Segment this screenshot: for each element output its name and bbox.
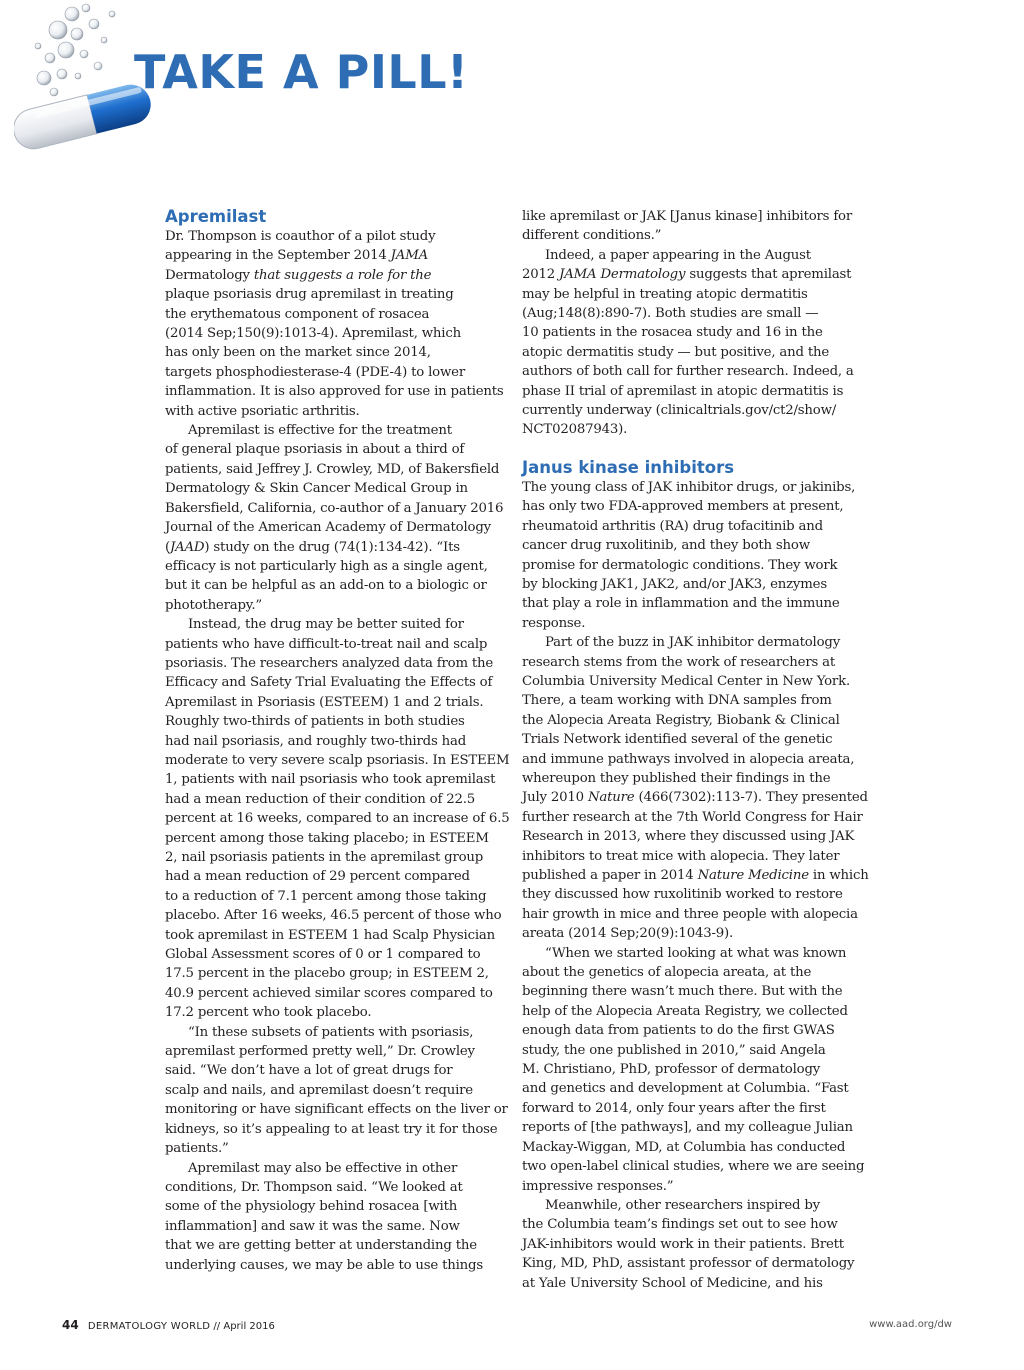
text-line (522, 265, 867, 284)
text-line (522, 1215, 867, 1234)
text-segment: ) study on the drug (74(1):134-42). “Its (204, 539, 460, 555)
text-segment: placebo. After 16 weeks, 46.5 percent of those who (165, 908, 502, 924)
text-segment: 17.2 percent who took placebo. (165, 1005, 372, 1021)
text-line (522, 866, 867, 885)
text-line (522, 769, 867, 788)
text-segment: patients, said Jeffrey J. Crowley, MD, of Bakersfield (165, 461, 500, 477)
text-line (165, 1139, 510, 1158)
text-line (522, 905, 867, 924)
text-segment: in which (808, 868, 869, 883)
text-segment: Dermatology (165, 267, 250, 283)
text-line (522, 1177, 867, 1196)
text-segment: took apremilast in ESTEEM 1 had Scalp Physician (165, 927, 496, 943)
text-segment: areata (2014 Sep;20(9):1043-9). (522, 926, 734, 942)
text-line (165, 809, 510, 828)
text-segment: atopic dermatitis study — but positive, and the (522, 344, 830, 360)
text-segment: had nail psoriasis, and roughly two-thirds had (165, 733, 467, 749)
text-line (165, 984, 510, 1003)
text-line (165, 926, 510, 945)
text-line (522, 750, 867, 769)
text-segment: monitoring or have significant effects on the liver or (165, 1102, 508, 1118)
text-line (522, 343, 867, 362)
text-segment: Apremilast in Psoriasis (ESTEEM) 1 and 2 trials. (165, 694, 484, 710)
text-segment: enough data from patients to do the first GWAS (522, 1023, 835, 1039)
text-line (522, 847, 867, 866)
text-line (165, 654, 510, 673)
text-line (165, 848, 510, 867)
text-line (165, 1159, 510, 1178)
text-line (522, 304, 867, 323)
text-line (522, 730, 867, 749)
text-segment: conditions, Dr. Thompson said. “We looked at (165, 1179, 463, 1195)
text-line (165, 285, 510, 304)
text-segment: patients who have difficult-to-treat nail and scalp (165, 636, 488, 652)
text-segment: 1, patients with nail psoriasis who took apremilast (165, 772, 496, 788)
text-line (165, 693, 510, 712)
text-segment: may be helpful in treating atopic dermatitis (522, 286, 808, 302)
text-line (165, 227, 510, 246)
text-segment: underlying causes, we may be able to use things (165, 1257, 483, 1273)
text-segment: The young class of JAK inhibitor drugs, or jakinibs, (522, 479, 856, 495)
text-line (165, 518, 510, 537)
text-line (165, 460, 510, 479)
text-segment: rheumatoid arthritis (RA) drug tofacitinib and (522, 518, 823, 534)
text-segment: reports of [the pathways], and my colleague Julian (522, 1120, 853, 1136)
text-line (165, 596, 510, 615)
text-line (165, 440, 510, 459)
text-segment: study, the one published in 2010,” said Angela (522, 1042, 826, 1058)
text-segment: with active psoriatic arthritis. (165, 403, 360, 419)
text-line (165, 1081, 510, 1100)
text-segment: and immune pathways involved in alopecia areata, (522, 751, 855, 767)
text-line (165, 499, 510, 518)
text-segment: psoriasis. The researchers analyzed data from the (165, 655, 494, 671)
text-line (522, 1235, 867, 1254)
text-segment: JAK-inhibitors would work in their patients. Brett (522, 1236, 844, 1252)
text-line (522, 362, 867, 381)
text-segment: different conditions.” (522, 228, 662, 244)
publication-name: DERMATOLOGY WORLD (87, 1321, 211, 1332)
section-heading-apremilast: Apremilast (165, 207, 267, 226)
text-line (522, 1138, 867, 1157)
text-line (165, 673, 510, 692)
text-segment: forward to 2014, only four years after the first (522, 1100, 826, 1116)
text-segment: had a mean reduction of their condition of 22.5 (165, 791, 476, 807)
text-line (165, 343, 510, 362)
text-segment: targets phosphodiesterase-4 (PDE-4) to lower (165, 364, 465, 380)
text-segment: at Yale University School of Medicine, and his (522, 1275, 823, 1291)
text-segment: currently underway (clinicaltrials.gov/ct2/show/ (522, 403, 837, 419)
text-segment: Global Assessment scores of 0 or 1 compared to (165, 947, 481, 963)
text-segment: (2014 Sep;150(9):1013-4). Apremilast, which (165, 326, 461, 342)
text-line (522, 788, 867, 807)
text-segment: some of the physiology behind rosacea [with (165, 1199, 458, 1215)
text-line (522, 1079, 867, 1098)
italic-text: Nature (587, 790, 635, 806)
text-line (165, 635, 510, 654)
text-segment: and genetics and development at Columbia. “Fast (522, 1081, 849, 1097)
text-segment: to a reduction of 7.1 percent among those taking (165, 888, 487, 904)
italic-text: that suggests a role for the (249, 267, 432, 283)
text-line (165, 1178, 510, 1197)
text-segment: cancer drug ruxolitinib, and they both show (522, 538, 810, 554)
text-segment: impressive responses.” (522, 1178, 674, 1194)
text-segment: phototherapy.” (165, 597, 262, 613)
text-segment: that we are getting better at understanding the (165, 1238, 477, 1254)
text-line (522, 594, 867, 613)
text-line (522, 1099, 867, 1118)
text-line (165, 906, 510, 925)
text-segment: has only been on the market since 2014, (165, 345, 431, 361)
text-segment: the Alopecia Areata Registry, Biobank & Clinical (522, 712, 840, 728)
text-segment: M. Christiano, PhD, professor of dermatology (522, 1062, 821, 1078)
text-segment: Trials Network identified several of the genetic (522, 732, 833, 748)
text-segment: moderate to very severe scalp psoriasis. In ESTEEM (165, 752, 510, 768)
text-line (522, 478, 867, 497)
text-line (522, 653, 867, 672)
text-segment: percent among those taking placebo; in ESTEEM (165, 830, 489, 846)
issue-date: April 2016 (223, 1321, 275, 1332)
text-segment: inflammation] and saw it was the same. Now (165, 1218, 460, 1234)
text-line (165, 576, 510, 595)
text-line (522, 536, 867, 555)
text-segment: phase II trial of apremilast in atopic dermatitis is (522, 383, 844, 399)
text-segment: 2012 (522, 267, 560, 283)
text-segment: that play a role in inflammation and the immune (522, 596, 840, 612)
text-line (165, 1100, 510, 1119)
article-column-right (522, 207, 867, 1293)
text-segment: (466(7302):113-7). They presented (634, 790, 868, 806)
text-line (165, 1003, 510, 1022)
text-line (522, 246, 867, 265)
text-segment: the Columbia team’s findings set out to see how (522, 1217, 838, 1233)
text-line (165, 1042, 510, 1061)
text-line (165, 382, 510, 401)
text-segment: percent at 16 weeks, compared to an increase of 6.5 (165, 811, 510, 827)
text-segment: King, MD, PhD, assistant professor of dermatology (522, 1256, 855, 1272)
text-line (165, 363, 510, 382)
text-segment: Apremilast may also be effective in other (188, 1160, 458, 1176)
text-line (165, 770, 510, 789)
text-line (165, 1217, 510, 1236)
footer-separator: // (213, 1321, 221, 1332)
text-line (165, 246, 510, 265)
text-segment: appearing in the September 2014 (165, 248, 391, 264)
text-segment: efficacy is not particularly high as a single agent, (165, 558, 488, 574)
text-line (165, 867, 510, 886)
italic-text: JAMA Dermatology (559, 267, 686, 283)
text-line (522, 1060, 867, 1079)
text-line (522, 614, 867, 633)
text-line (165, 1023, 510, 1042)
footer-url: www.aad.org/dw (869, 1319, 952, 1330)
text-segment: July 2010 (522, 790, 588, 806)
text-line (165, 305, 510, 324)
text-segment: ( (165, 539, 170, 555)
italic-text: Nature Medicine (697, 868, 809, 883)
text-line (522, 1196, 867, 1215)
text-segment: Efficacy and Safety Trial Evaluating the Effects of (165, 675, 493, 691)
text-segment: Dermatology & Skin Cancer Medical Group in (165, 481, 468, 497)
text-segment: inhibitors to treat mice with alopecia. They later (522, 848, 840, 864)
italic-text: JAAD (170, 539, 205, 555)
text-line (165, 829, 510, 848)
text-line (522, 711, 867, 730)
text-line (165, 402, 510, 421)
text-line (165, 421, 510, 440)
text-line (522, 497, 867, 516)
text-segment: Roughly two-thirds of patients in both studies (165, 714, 465, 730)
text-line (165, 324, 510, 343)
text-segment: (Aug;148(8):890-7). Both studies are small — (522, 306, 819, 322)
text-segment: NCT02087943). (522, 422, 628, 438)
text-segment: published a paper in 2014 (522, 868, 698, 883)
text-line (165, 479, 510, 498)
text-segment: apremilast performed pretty well,” Dr. Crowley (165, 1044, 475, 1060)
text-line (522, 323, 867, 342)
text-segment: Instead, the drug may be better suited for (188, 617, 464, 633)
text-segment: the erythematous component of rosacea (165, 306, 430, 322)
text-line (165, 266, 510, 285)
text-segment: but it can be helpful as an add-on to a biologic or (165, 578, 487, 594)
italic-text: JAMA (390, 248, 429, 264)
text-segment: Journal of the American Academy of Dermatology (165, 520, 491, 536)
text-segment: Apremilast is effective for the treatment (188, 423, 452, 439)
page-title: TAKE A PILL! (134, 45, 469, 99)
text-line (522, 382, 867, 401)
text-line (165, 615, 510, 634)
text-line (165, 887, 510, 906)
text-line (522, 575, 867, 594)
text-line (522, 556, 867, 575)
text-line (165, 964, 510, 983)
text-segment: they discussed how ruxolitinib worked to restore (522, 887, 843, 903)
text-segment: Research in 2013, where they discussed using JAK (522, 829, 855, 845)
text-segment: Columbia University Medical Center in New York. (522, 673, 850, 689)
text-segment: There, a team working with DNA samples from (522, 693, 832, 709)
text-line (522, 207, 867, 226)
page-number: 44 (62, 1318, 79, 1332)
text-line (165, 1197, 510, 1216)
section-heading-jak: Janus kinase inhibitors (522, 457, 735, 477)
text-line (522, 963, 867, 982)
text-line (165, 945, 510, 964)
text-segment: “When we started looking at what was known (545, 945, 847, 961)
text-segment: promise for dermatologic conditions. They work (522, 557, 838, 573)
text-line (522, 1157, 867, 1176)
apremilast-body (165, 227, 510, 1275)
text-line (522, 944, 867, 963)
text-line (522, 1274, 867, 1293)
text-line (522, 401, 867, 420)
text-line (165, 1061, 510, 1080)
text-line (165, 1120, 510, 1139)
text-segment: Part of the buzz in JAK inhibitor dermatology (545, 635, 841, 651)
text-segment: help of the Alopecia Areata Registry, we collected (522, 1003, 848, 1019)
text-line (522, 691, 867, 710)
text-segment: suggests that apremilast (685, 267, 852, 283)
text-line (522, 982, 867, 1001)
text-line (522, 1002, 867, 1021)
text-segment: about the genetics of alopecia areata, at the (522, 965, 812, 981)
text-segment: kidneys, so it’s appealing to at least try it for those (165, 1121, 498, 1137)
text-segment: whereupon they published their findings in the (522, 770, 831, 786)
text-segment: response. (522, 615, 586, 631)
text-segment: Bakersfield, California, co-author of a January 2016 (165, 500, 504, 516)
text-segment: further research at the 7th World Congress for Hair (522, 809, 863, 825)
text-line (522, 226, 867, 245)
text-segment: 2, nail psoriasis patients in the apremilast group (165, 850, 484, 865)
text-line (522, 1021, 867, 1040)
text-line (522, 672, 867, 691)
text-line (522, 1041, 867, 1060)
text-line (522, 885, 867, 904)
text-line (165, 1256, 510, 1275)
text-segment: 10 patients in the rosacea study and 16 in the (522, 325, 823, 341)
text-segment: Indeed, a paper appearing in the August (545, 247, 811, 263)
text-line (522, 924, 867, 943)
text-segment: by blocking JAK1, JAK2, and/or JAK3, enzymes (522, 576, 827, 592)
text-segment: authors of both call for further research. Indeed, a (522, 364, 854, 380)
article-column-left (165, 207, 510, 1275)
text-line (522, 285, 867, 304)
text-segment: Dr. Thompson is coauthor of a pilot study (165, 229, 436, 244)
footer-folio (62, 1318, 275, 1334)
apremilast-body-continued (522, 207, 867, 440)
text-segment: “In these subsets of patients with psoriasis, (188, 1024, 474, 1040)
text-line (165, 557, 510, 576)
text-line (165, 790, 510, 809)
text-line (522, 633, 867, 652)
text-line (522, 517, 867, 536)
text-segment: plaque psoriasis drug apremilast in treating (165, 287, 454, 303)
text-segment: Mackay-Wiggan, MD, at Columbia has conducted (522, 1139, 846, 1155)
text-segment: 17.5 percent in the placebo group; in ESTEEM 2, (165, 966, 489, 982)
text-line (522, 1118, 867, 1137)
text-line (165, 732, 510, 751)
text-segment: inflammation. It is also approved for use in patients (165, 384, 504, 400)
text-segment: has only two FDA-approved members at present, (522, 499, 844, 515)
text-line (165, 712, 510, 731)
text-segment: research stems from the work of researchers at (522, 654, 835, 670)
text-line (522, 827, 867, 846)
text-segment: patients.” (165, 1141, 229, 1157)
text-segment: of general plaque psoriasis in about a third of (165, 442, 465, 458)
text-segment: Meanwhile, other researchers inspired by (545, 1197, 820, 1213)
text-segment: hair growth in mice and three people with alopecia (522, 906, 858, 922)
jak-body (522, 478, 867, 1293)
text-segment: 40.9 percent achieved similar scores compared to (165, 985, 493, 1001)
text-segment: said. “We don’t have a lot of great drugs for (165, 1063, 453, 1079)
text-segment: beginning there wasn’t much there. But with the (522, 984, 843, 1000)
text-segment: two open-label clinical studies, where we are seeing (522, 1159, 865, 1175)
text-line (165, 751, 510, 770)
text-line (165, 538, 510, 557)
text-line (522, 1254, 867, 1273)
text-line (165, 1236, 510, 1255)
text-segment: had a mean reduction of 29 percent compared (165, 869, 470, 885)
text-segment: like apremilast or JAK [Janus kinase] inhibitors for (522, 209, 853, 224)
text-segment: scalp and nails, and apremilast doesn’t require (165, 1082, 473, 1098)
text-line (522, 808, 867, 827)
text-line (522, 420, 867, 439)
